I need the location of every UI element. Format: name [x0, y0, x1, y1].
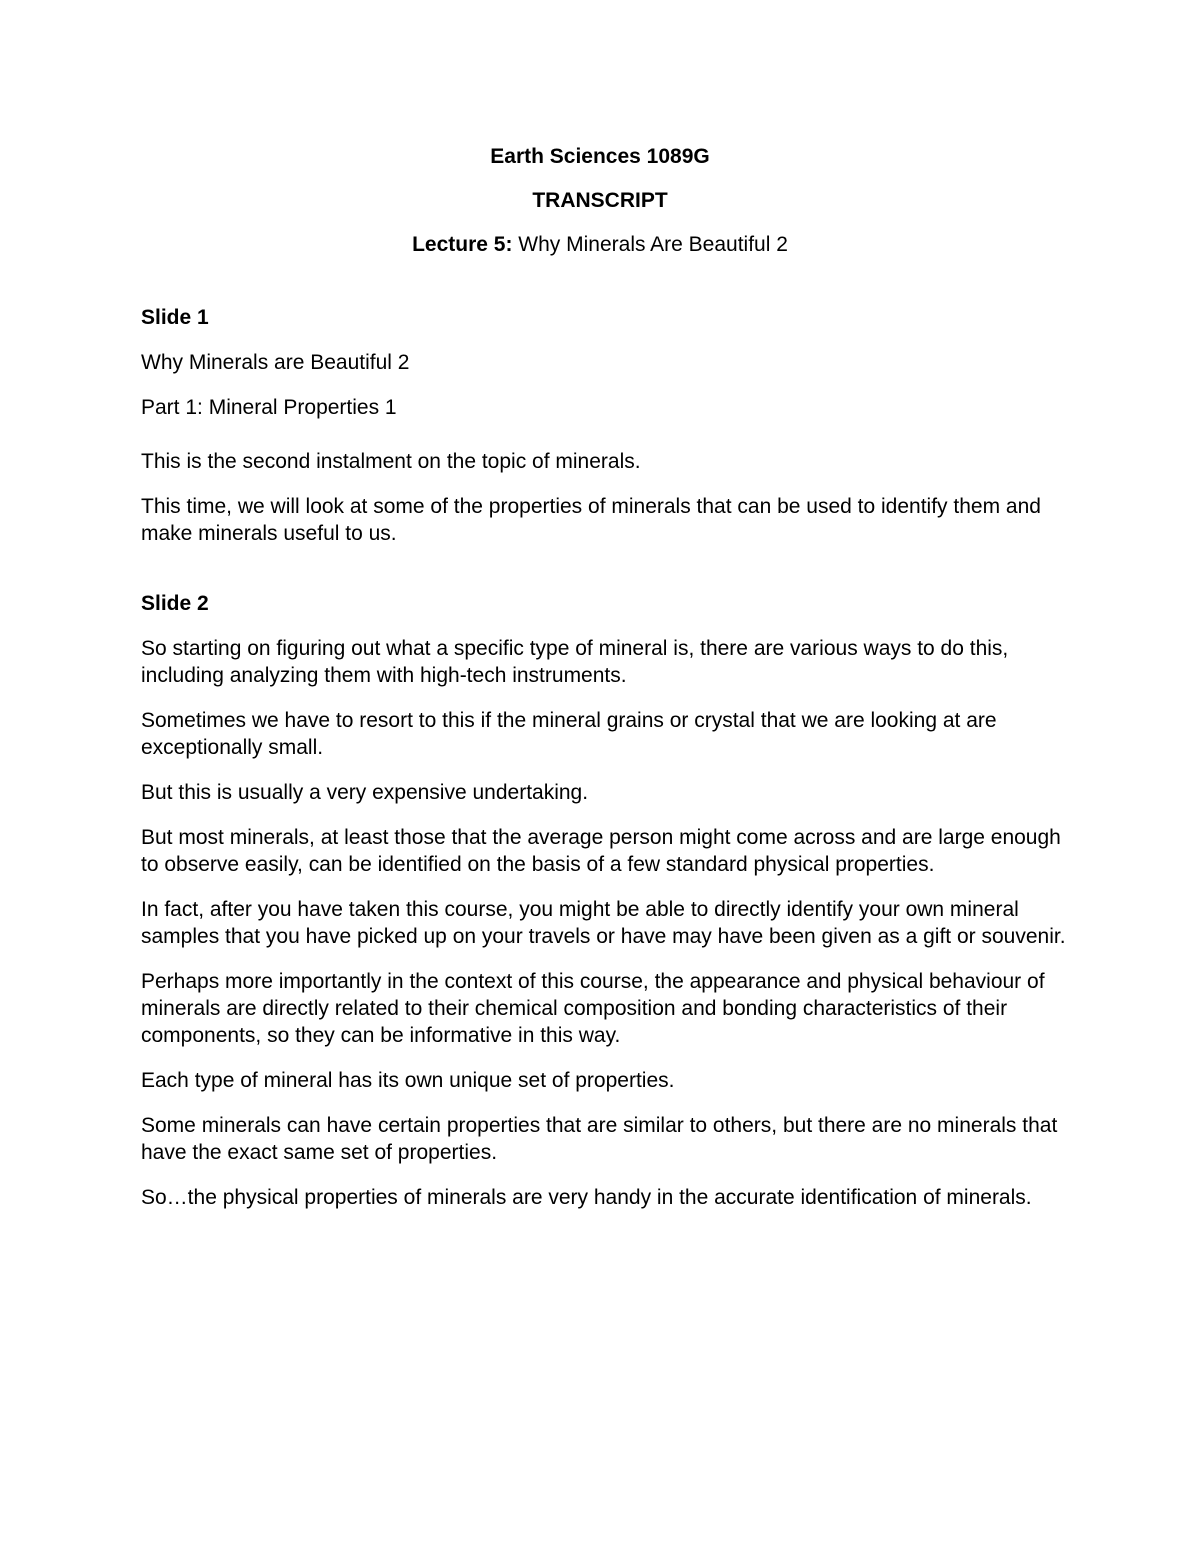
lecture-title-line [0, 232, 1200, 258]
paragraph: But this is usually a very expensive undertaking. [141, 781, 589, 804]
paragraph: Some minerals can have certain properties that are similar to others, but there are no minerals that have the exact same set of properties. [141, 1114, 1058, 1164]
slide-section-1 [141, 304, 1066, 547]
section-gap [141, 565, 1066, 590]
paragraph: This time, we will look at some of the properties of minerals that can be used to identify them and make minerals useful to us. [141, 495, 1041, 545]
paragraph: In fact, after you have taken this course, you might be able to directly identify your own mineral samples that you have picked up on your travels or have may have been given as a gift or souvenir. [141, 898, 1066, 948]
paragraph: Sometimes we have to resort to this if the mineral grains or crystal that we are looking at are exceptionally small. [141, 709, 997, 759]
paragraph: So starting on figuring out what a specific type of mineral is, there are various ways to do this, including analyzing them with high-tech instruments. [141, 637, 1009, 687]
slide-section-2 [141, 590, 1066, 1211]
lecture-label: Lecture 5: [412, 233, 513, 256]
document-type: TRANSCRIPT [532, 189, 668, 212]
paragraph: Each type of mineral has its own unique set of properties. [141, 1069, 675, 1092]
transcript-body [141, 304, 1066, 1229]
paragraph: But most minerals, at least those that the average person might come across and are large enough to observe easily, can be identified on the basis of a few standard physical properties. [141, 826, 1061, 876]
course-title: Earth Sciences 1089G [490, 145, 710, 168]
lecture-title: Why Minerals Are Beautiful 2 [518, 233, 788, 256]
slide-heading: Slide 2 [141, 592, 209, 615]
paragraph: Perhaps more importantly in the context of this course, the appearance and physical behaviour of minerals are directly related to their chemical composition and bonding characteristics of their components, so they can be informative in this way. [141, 970, 1045, 1047]
paragraph: This is the second instalment on the topic of minerals. [141, 450, 641, 473]
slide-heading: Slide 1 [141, 306, 209, 329]
paragraph: Part 1: Mineral Properties 1 [141, 396, 397, 419]
paragraph: Why Minerals are Beautiful 2 [141, 351, 410, 374]
paragraph: So…the physical properties of minerals are very handy in the accurate identification of minerals. [141, 1186, 1032, 1209]
